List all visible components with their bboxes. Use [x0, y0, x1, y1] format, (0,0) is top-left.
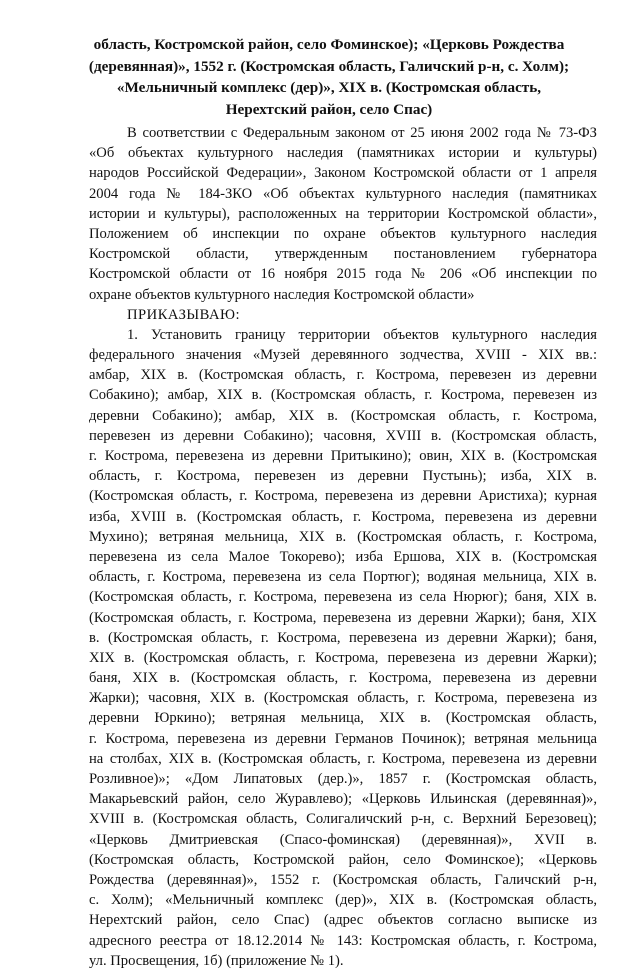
clause-line: (Костромская область, Костромской район, село Фоминское); «Церковь: [89, 851, 597, 868]
clause-line: область, г. Кострома, перевезен из деревни Пустынь); изба, XIX в.: [89, 468, 597, 485]
clause-line: федерального значения «Музей деревянного зодчества, XVIII - XIX вв.:: [89, 347, 597, 364]
clause-line: Розливное)»; «Дом Липатовых (дер.)», 1857 г. (Костромская область,: [89, 771, 597, 787]
clause-line: деревни Собакино); амбар, XIX в. (Костромская область, г. Кострома,: [89, 407, 597, 424]
clause-line: (Костромская область, г. Кострома, перевезена из деревни Жарки); баня, XIX: [89, 609, 597, 626]
clause-line: Мухино); ветряная мельница, XIX в. (Костромская область, г. Кострома,: [89, 528, 597, 545]
preamble-line: В соответствии с Федеральным законом от 25 июня 2002 года № 73-ФЗ: [127, 125, 597, 141]
clause-line: область, г. Кострома, перевезена из села Портюг); водяная мельница, XIX в.: [89, 569, 597, 586]
preamble-paragraph: [89, 123, 597, 305]
heading-line: Нерехтский район, село Спас): [225, 100, 433, 118]
clause-line: Макарьевский район, село Журавлево); «Церковь Ильинская (деревянная)»,: [89, 791, 597, 808]
clause-line: XIX в. (Костромская область, г. Кострома, перевезена из деревни Жарки);: [89, 649, 597, 666]
clause-line: с. Холм); «Мельничный комплекс (дер)», XIX в. (Костромская область,: [89, 892, 597, 909]
preamble-line: 2004 года № 184-ЗКО «Об объектах культурного наследия (памятниках: [89, 185, 597, 202]
clause-line: перевезена из села Малое Токорево); изба Ершова, XIX в. (Костромская: [89, 548, 597, 565]
clause-line: Жарки); часовня, XIX в. (Костромская область, г. Кострома, перевезена из: [89, 690, 597, 707]
clause-line: г. Кострома, перевезена из деревни Притыкино); овин, XIX в. (Костромская: [89, 448, 597, 464]
preamble-line: народов Российской Федерации», Законом Костромской области от 1 апреля: [89, 165, 597, 182]
preamble-line: истории и культуры), расположенных на территории Костромской области»,: [89, 205, 597, 222]
preamble-line: «Об объектах культурного наследия (памятниках истории и культуры): [89, 145, 597, 162]
clause-1-paragraph: [89, 325, 597, 971]
heading-line: «Мельничный комплекс (дер)», XIX в. (Костромская область,: [116, 79, 542, 96]
clause-line: Нерехтский район, село Спас) (адрес объектов согласно выписке из: [89, 912, 597, 929]
document-heading: [70, 34, 588, 120]
preamble-line: охране объектов культурного наследия Костромской области»: [89, 286, 475, 303]
clause-line: амбар, XIX в. (Костромская область, г. Кострома, перевезен из деревни: [89, 367, 597, 384]
clause-line: г. Кострома, перевезена из деревни Германов Починок); ветряная мельница: [89, 730, 597, 747]
clause-line: Собакино); амбар, XIX в. (Костромская область, г. Кострома, перевезен из: [89, 387, 597, 404]
document-body: [89, 123, 597, 971]
clause-line: перевезен из деревни Собакино); часовня, XVIII в. (Костромская область,: [89, 427, 597, 444]
clause-line: (Костромская область, г. Кострома, перевезена из деревни Аристиха); курная: [89, 488, 597, 505]
preamble-line: Костромской области от 16 ноября 2015 года № 206 «Об инспекции по: [89, 266, 597, 283]
clause-line: (Костромская область, г. Кострома, перевезена из села Нюрюг); баня, XIX в.: [89, 589, 597, 606]
clause-line: деревни Юркино); ветряная мельница, XIX в. (Костромская область,: [89, 710, 597, 727]
clause-line: адресного реестра от 18.12.2014 № 143: Костромская область, г. Кострома,: [89, 932, 597, 949]
clause-line: XVIII в. (Костромская область, Солигаличский р-н, с. Верхний Березовец);: [89, 811, 597, 828]
preamble-line: Положением об инспекции по охране объектов культурного наследия: [89, 225, 597, 242]
clause-line: на столбах, XIX в. (Костромская область, г. Кострома, перевезена из деревни: [89, 750, 597, 767]
order-word: ПРИКАЗЫВАЮ:: [127, 306, 241, 323]
clause-line: ул. Просвещения, 1б) (приложение № 1).: [89, 952, 344, 969]
clause-line: «Церковь Дмитриевская (Спасо-фоминская) (деревянная)», XVII в.: [89, 831, 597, 848]
heading-line: область, Костромской район, село Фоминское); «Церковь Рождества: [93, 36, 565, 53]
clause-line: изба, XVIII в. (Костромская область, г. Кострома, перевезена из деревни: [89, 508, 597, 525]
preamble-line: Костромской области, утвержденным постановлением губернатора: [89, 246, 597, 263]
heading-line: (деревянная)», 1552 г. (Костромская область, Галичский р-н, с. Холм);: [88, 57, 570, 75]
clause-line: Рождества (деревянная)», 1552 г. (Костромская область, Галичский р-н,: [89, 871, 597, 888]
clause-line: баня, XIX в. (Костромская область, г. Кострома, перевезена из деревни: [89, 670, 597, 687]
clause-line: 1. Установить границу территории объектов культурного наследия: [127, 326, 597, 343]
clause-line: в. (Костромская область, г. Кострома, перевезена из деревни Жарки); баня,: [89, 629, 597, 646]
